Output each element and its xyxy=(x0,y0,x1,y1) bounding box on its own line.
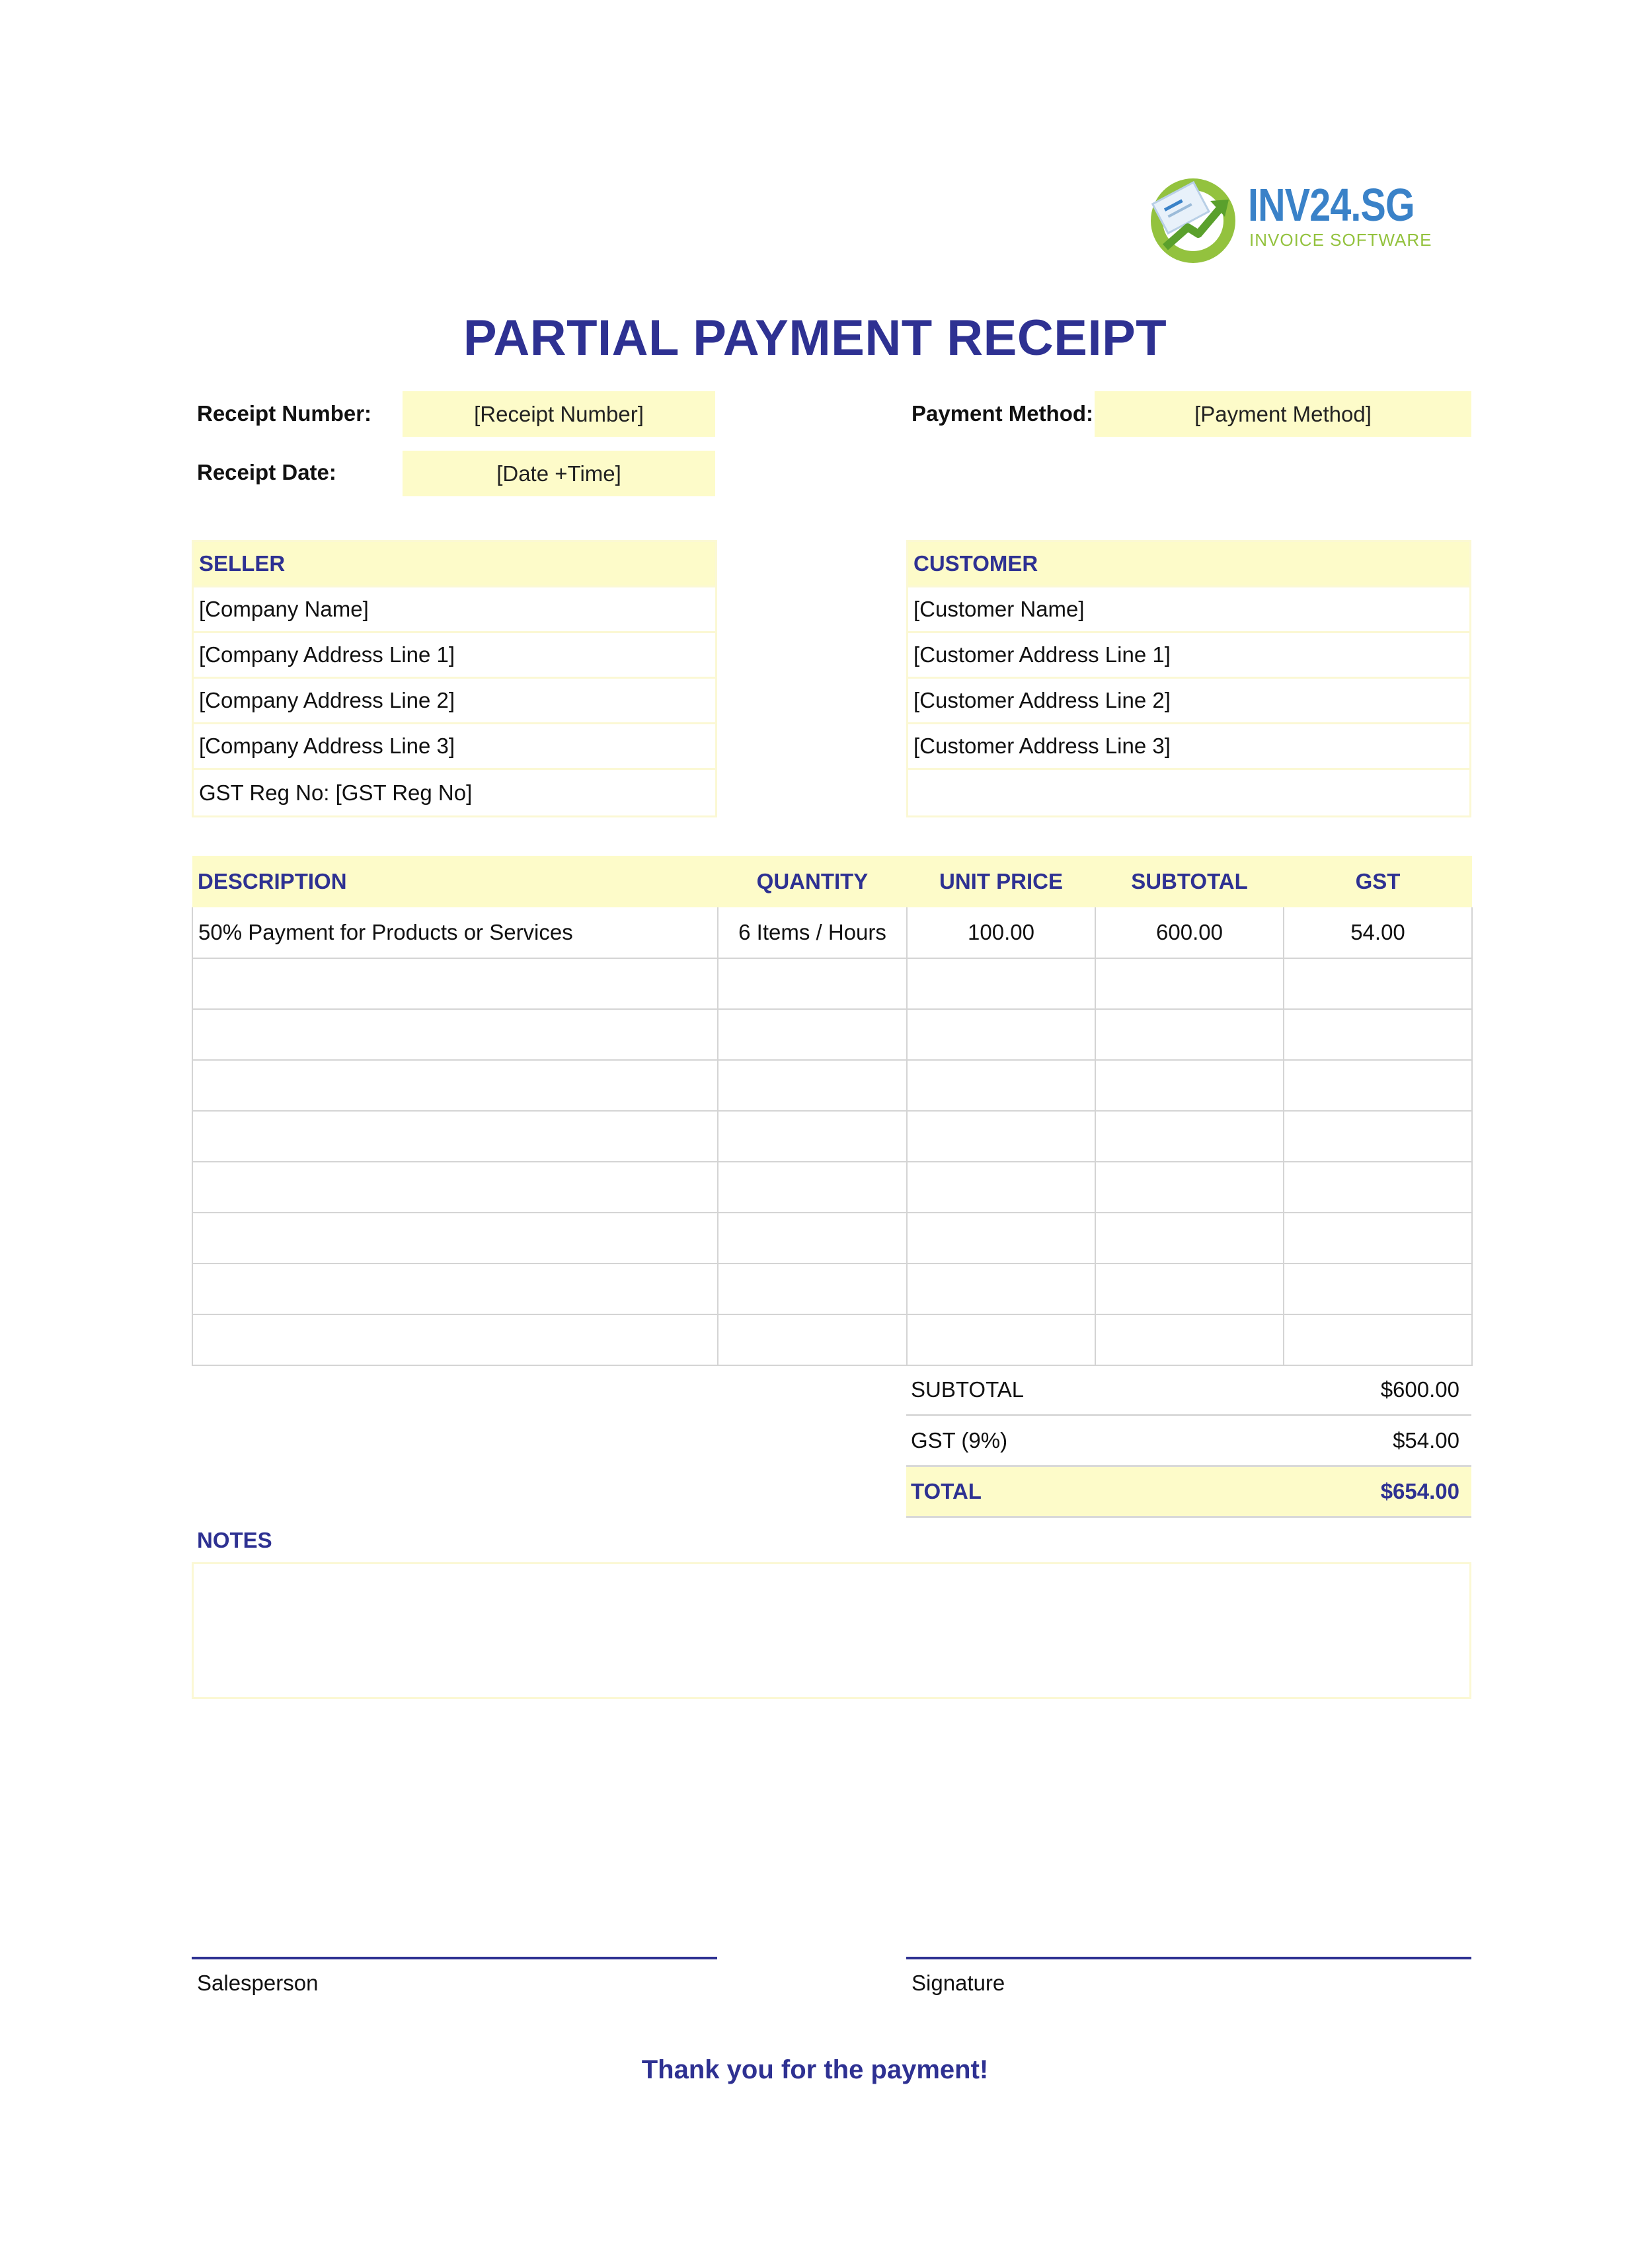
cell-unit-price[interactable] xyxy=(907,1264,1095,1314)
customer-address-line-1[interactable]: [Customer Address Line 1] xyxy=(908,633,1469,679)
thank-you-message: Thank you for the payment! xyxy=(641,2055,989,2084)
logo-mark-icon xyxy=(1147,173,1239,266)
table-row xyxy=(192,1009,1472,1060)
items-table xyxy=(192,856,1473,1366)
gst-label: GST (9%) xyxy=(911,1428,1008,1453)
total-value: $654.00 xyxy=(1380,1479,1459,1503)
logo-brand-text: INV24.SG xyxy=(1248,179,1415,231)
table-row xyxy=(192,1264,1472,1314)
cell-subtotal[interactable] xyxy=(1095,1162,1284,1213)
table-row xyxy=(192,1060,1472,1111)
totals-block xyxy=(906,1365,1471,1518)
salesperson-label: Salesperson xyxy=(197,1971,319,1995)
signature-label: Signature xyxy=(912,1971,1005,1995)
receipt-number-label: Receipt Number: xyxy=(197,401,372,426)
gst-value: $54.00 xyxy=(1393,1428,1459,1453)
seller-address-line-2[interactable]: [Company Address Line 2] xyxy=(194,679,715,724)
cell-gst[interactable] xyxy=(1284,1264,1472,1314)
receipt-date-label: Receipt Date: xyxy=(197,460,336,484)
cell-unit-price[interactable] xyxy=(907,1060,1095,1111)
cell-gst[interactable] xyxy=(1284,1213,1472,1264)
customer-box xyxy=(906,540,1471,817)
total-row xyxy=(906,1467,1471,1518)
cell-unit-price[interactable] xyxy=(907,958,1095,1009)
subtotal-value: $600.00 xyxy=(1380,1377,1459,1402)
items-header-row xyxy=(192,856,1472,907)
notes-heading: NOTES xyxy=(197,1528,272,1552)
cell-description[interactable] xyxy=(192,1060,718,1111)
cell-subtotal[interactable] xyxy=(1095,1264,1284,1314)
payment-method-field[interactable]: [Payment Method] xyxy=(1095,391,1471,437)
table-row xyxy=(192,907,1472,958)
cell-quantity[interactable] xyxy=(718,1009,907,1060)
col-header-subtotal: SUBTOTAL xyxy=(1095,856,1284,907)
cell-quantity[interactable]: 6 Items / Hours xyxy=(718,907,907,958)
cell-description[interactable] xyxy=(192,1111,718,1162)
cell-gst[interactable] xyxy=(1284,1162,1472,1213)
cell-quantity[interactable] xyxy=(718,958,907,1009)
cell-gst[interactable] xyxy=(1284,1060,1472,1111)
table-row xyxy=(192,958,1472,1009)
cell-quantity[interactable] xyxy=(718,1213,907,1264)
col-header-gst: GST xyxy=(1284,856,1472,907)
subtotal-label: SUBTOTAL xyxy=(911,1377,1025,1402)
cell-gst[interactable] xyxy=(1284,1009,1472,1060)
col-header-quantity: QUANTITY xyxy=(718,856,907,907)
cell-description[interactable] xyxy=(192,1264,718,1314)
cell-quantity[interactable] xyxy=(718,1162,907,1213)
seller-heading: SELLER xyxy=(194,542,715,587)
customer-address-line-3[interactable]: [Customer Address Line 3] xyxy=(908,724,1469,770)
cell-gst[interactable] xyxy=(1284,1314,1472,1365)
table-row xyxy=(192,1314,1472,1365)
seller-address-line-3[interactable]: [Company Address Line 3] xyxy=(194,724,715,770)
cell-unit-price[interactable] xyxy=(907,1111,1095,1162)
customer-name[interactable]: [Customer Name] xyxy=(908,587,1469,633)
table-row xyxy=(192,1111,1472,1162)
page-title: PARTIAL PAYMENT RECEIPT xyxy=(463,310,1167,366)
cell-quantity[interactable] xyxy=(718,1264,907,1314)
col-header-description: DESCRIPTION xyxy=(192,856,718,907)
receipt-date-field[interactable]: [Date +Time] xyxy=(403,451,715,496)
seller-company-name[interactable]: [Company Name] xyxy=(194,587,715,633)
salesperson-signature-line xyxy=(192,1957,717,1959)
customer-heading: CUSTOMER xyxy=(908,542,1469,587)
cell-description[interactable] xyxy=(192,1213,718,1264)
gst-row xyxy=(906,1416,1471,1467)
cell-gst[interactable] xyxy=(1284,958,1472,1009)
company-logo xyxy=(1147,173,1451,266)
cell-subtotal[interactable] xyxy=(1095,1060,1284,1111)
col-header-unit-price: UNIT PRICE xyxy=(907,856,1095,907)
total-label: TOTAL xyxy=(911,1479,982,1503)
cell-quantity[interactable] xyxy=(718,1060,907,1111)
table-row xyxy=(192,1162,1472,1213)
cell-quantity[interactable] xyxy=(718,1314,907,1365)
cell-description[interactable]: 50% Payment for Products or Services xyxy=(192,907,718,958)
customer-extra-line[interactable] xyxy=(908,770,1469,815)
cell-unit-price[interactable]: 100.00 xyxy=(907,907,1095,958)
cell-description[interactable] xyxy=(192,958,718,1009)
table-row xyxy=(192,1213,1472,1264)
cell-unit-price[interactable] xyxy=(907,1009,1095,1060)
cell-gst[interactable] xyxy=(1284,1111,1472,1162)
seller-address-line-1[interactable]: [Company Address Line 1] xyxy=(194,633,715,679)
payment-method-label: Payment Method: xyxy=(912,401,1094,426)
cell-description[interactable] xyxy=(192,1009,718,1060)
cell-description[interactable] xyxy=(192,1162,718,1213)
cell-quantity[interactable] xyxy=(718,1111,907,1162)
cell-description[interactable] xyxy=(192,1314,718,1365)
customer-address-line-2[interactable]: [Customer Address Line 2] xyxy=(908,679,1469,724)
cell-unit-price[interactable] xyxy=(907,1314,1095,1365)
cell-subtotal[interactable] xyxy=(1095,1009,1284,1060)
cell-subtotal[interactable] xyxy=(1095,958,1284,1009)
cell-gst[interactable]: 54.00 xyxy=(1284,907,1472,958)
seller-box xyxy=(192,540,717,817)
cell-unit-price[interactable] xyxy=(907,1162,1095,1213)
receipt-number-field[interactable]: [Receipt Number] xyxy=(403,391,715,437)
logo-tagline: INVOICE SOFTWARE xyxy=(1249,230,1432,250)
cell-subtotal[interactable] xyxy=(1095,1314,1284,1365)
cell-subtotal[interactable]: 600.00 xyxy=(1095,907,1284,958)
notes-field[interactable] xyxy=(192,1562,1471,1699)
customer-signature-line xyxy=(906,1957,1471,1959)
cell-unit-price[interactable] xyxy=(907,1213,1095,1264)
cell-subtotal[interactable] xyxy=(1095,1111,1284,1162)
cell-subtotal[interactable] xyxy=(1095,1213,1284,1264)
seller-gst-reg[interactable]: GST Reg No: [GST Reg No] xyxy=(199,780,473,805)
subtotal-row xyxy=(906,1365,1471,1416)
